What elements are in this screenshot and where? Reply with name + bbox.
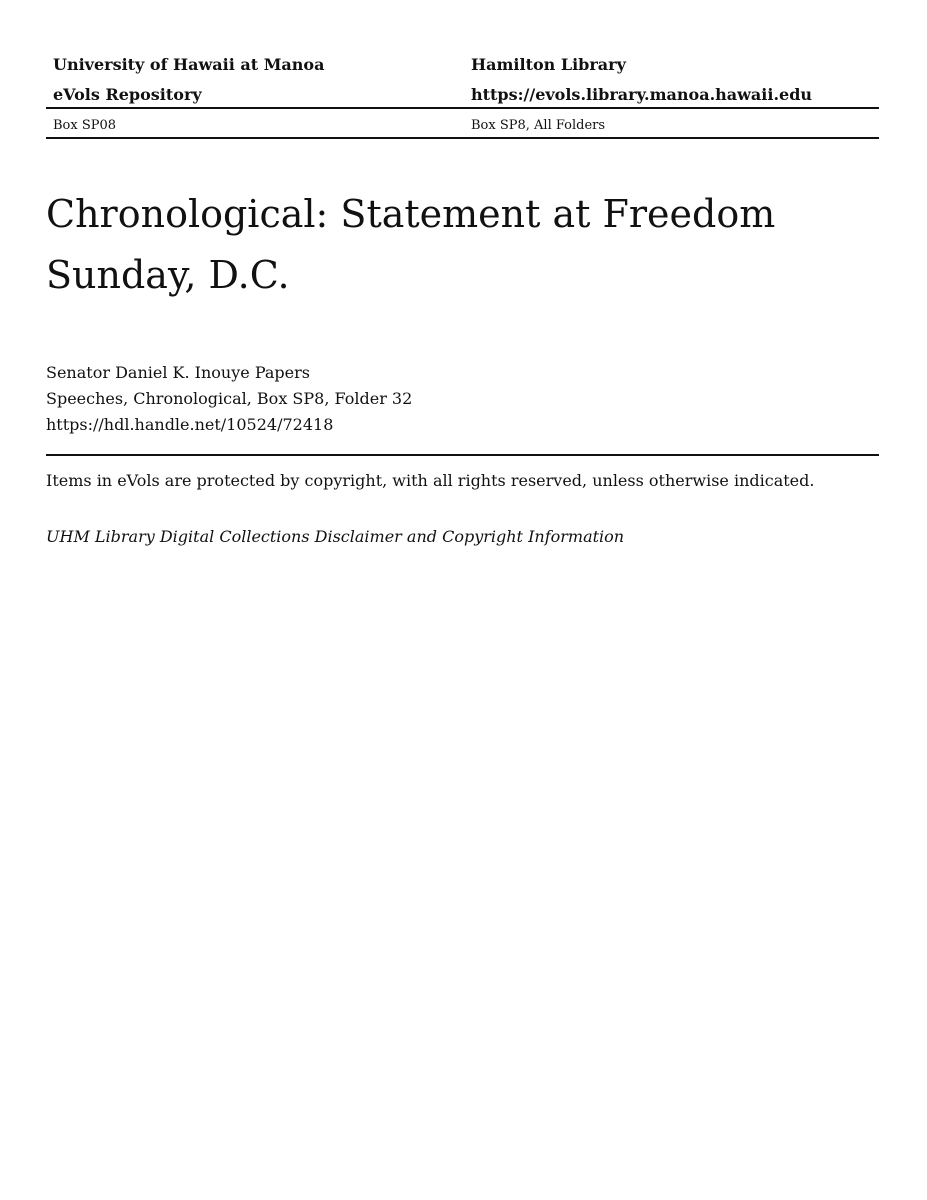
document-metadata [46,360,412,438]
box-label-left: Box SP08 [53,118,117,133]
document-title: Chronological: Statement at Freedom Sunday, D.C. [46,192,776,297]
header-row-2 [46,80,879,110]
collection-name: Senator Daniel K. Inouye Papers [46,363,310,382]
header-divider-bottom [46,137,879,139]
institution-name: University of Hawaii at Manoa [53,55,325,74]
library-name: Hamilton Library [471,55,626,74]
footer-divider [46,454,879,456]
header-divider-top [46,107,879,109]
handle-link[interactable]: https://hdl.handle.net/10524/72418 [46,415,334,434]
repository-url-link[interactable]: https://evols.library.manoa.hawaii.edu [471,85,813,104]
copyright-notice: Items in eVols are protected by copyright, with all rights reserved, unless otherwise indicated. [46,471,815,490]
repository-name: eVols Repository [53,85,202,104]
box-label-right: Box SP8, All Folders [471,118,606,133]
disclaimer-link[interactable]: UHM Library Digital Collections Disclaimer and Copyright Information [46,527,625,546]
series-info: Speeches, Chronological, Box SP8, Folder 32 [46,389,413,408]
header-table [46,50,879,110]
header-row-1 [46,50,879,80]
